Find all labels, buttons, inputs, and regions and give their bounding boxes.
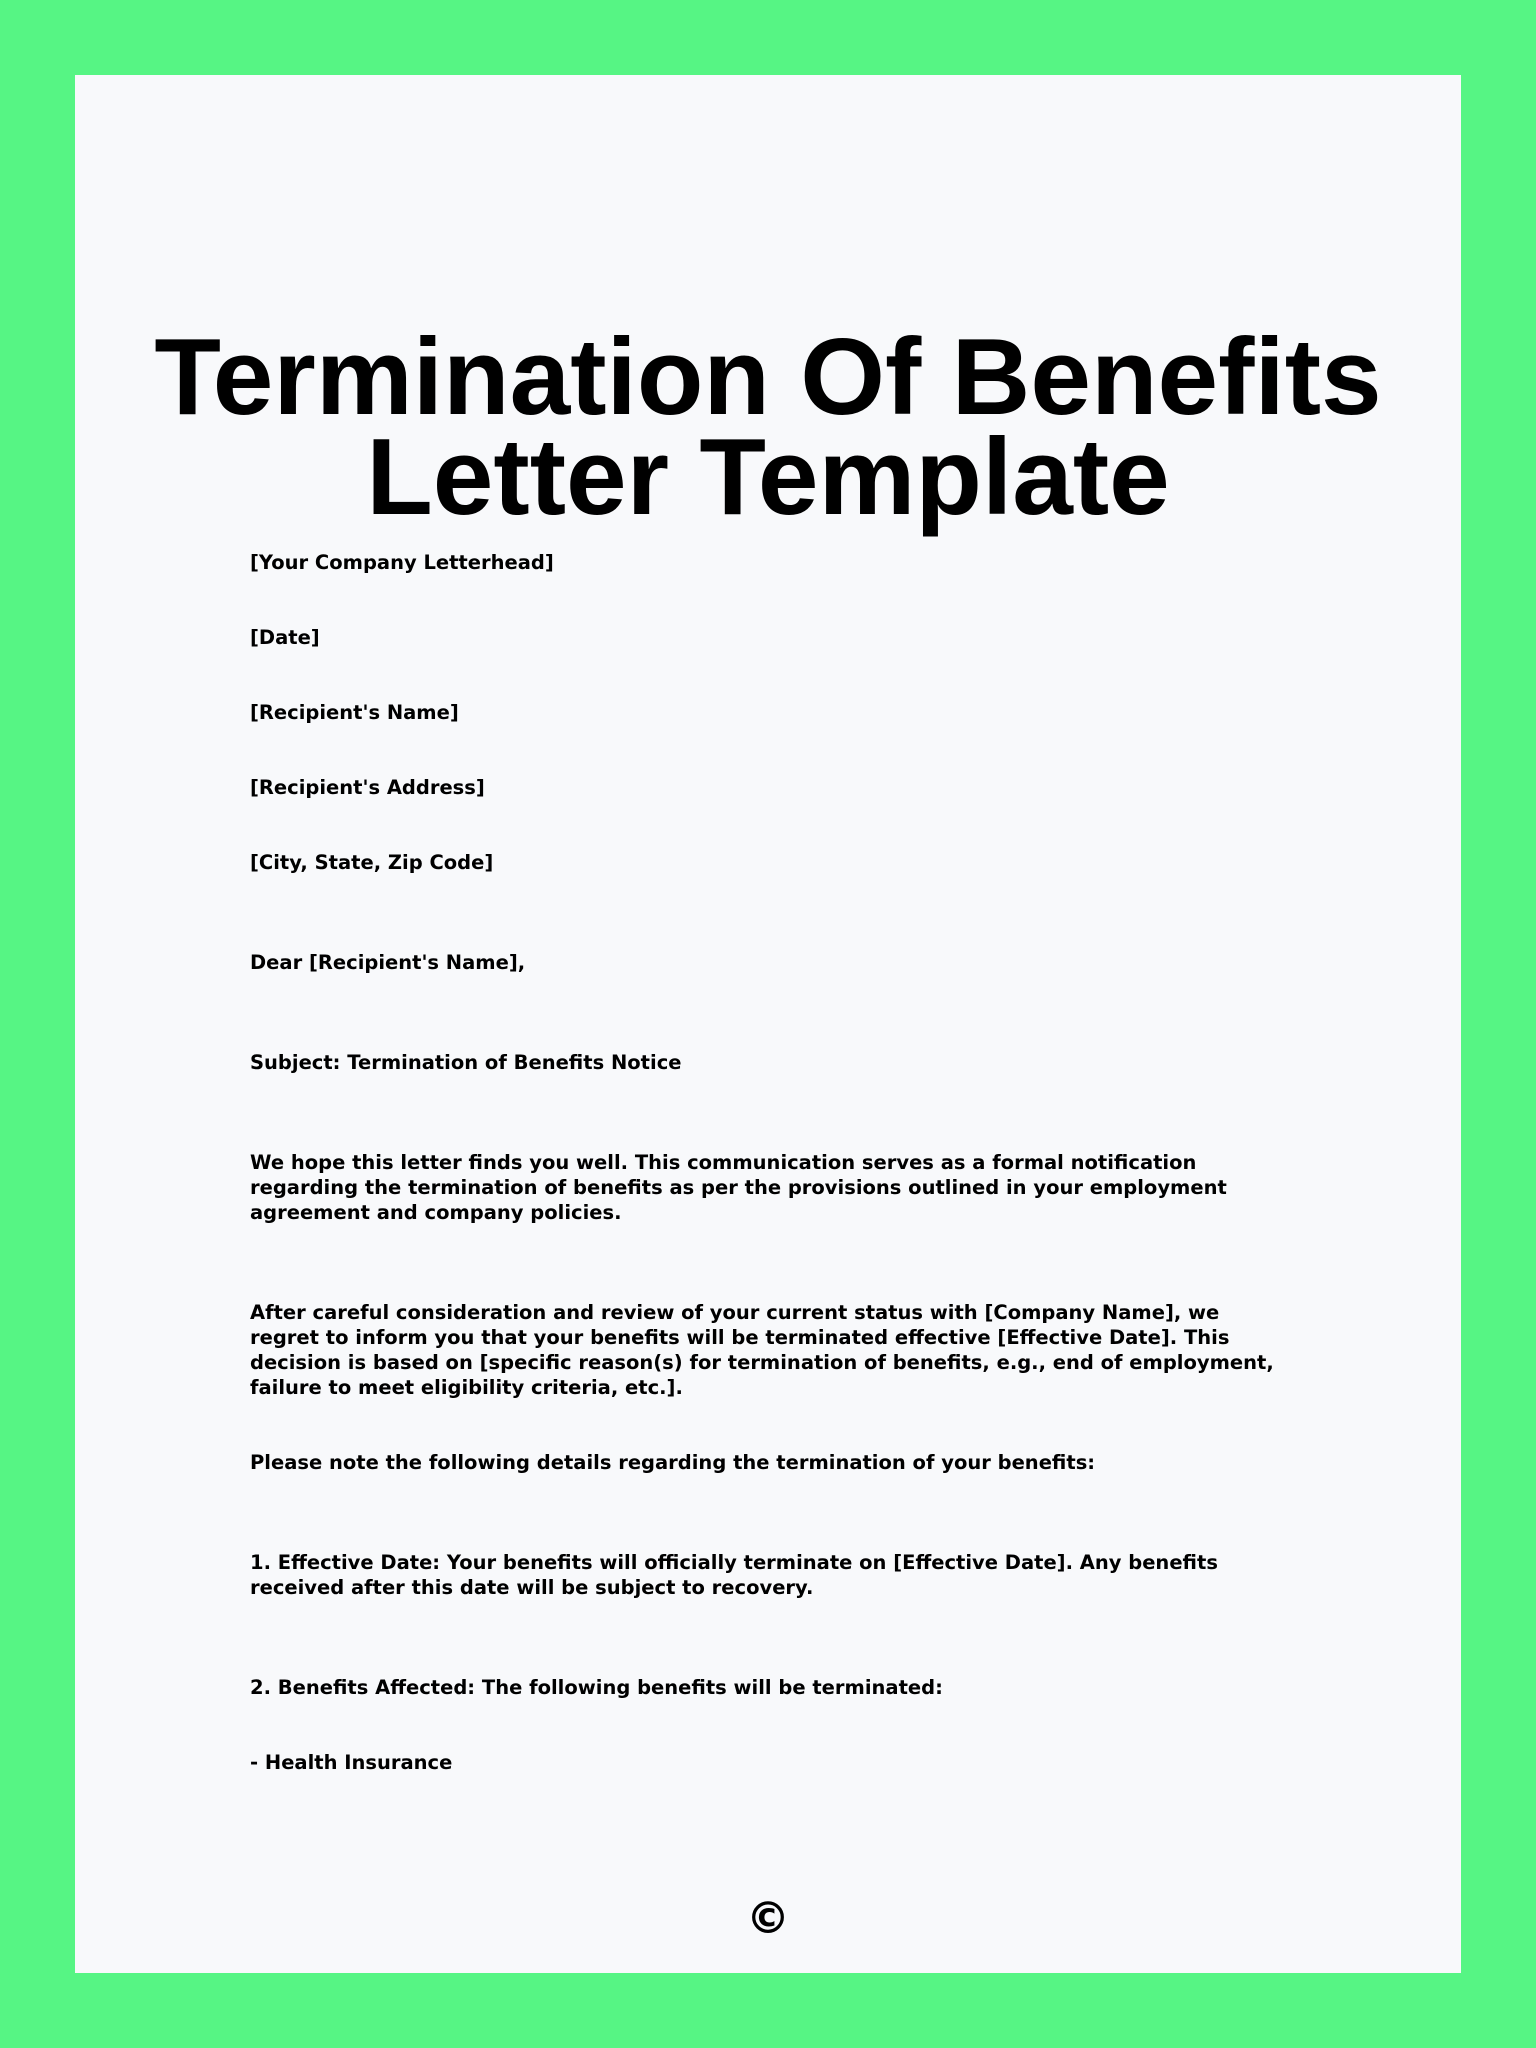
bullet-health-insurance: - Health Insurance <box>250 1751 453 1774</box>
document-page <box>75 75 1461 1973</box>
copyright-icon: © <box>746 1893 790 1944</box>
date-placeholder: [Date] <box>250 626 320 649</box>
title-line-1: Termination Of Benefits <box>154 316 1382 438</box>
list-item-effective-date: 1. Effective Date: Your benefits will officially terminate on [Effective Date]. Any benefits received after this date will be subject to recovery. <box>250 1551 1218 1599</box>
recipient-name-placeholder: [Recipient's Name] <box>250 701 459 724</box>
recipient-address-placeholder: [Recipient's Address] <box>250 776 485 799</box>
paragraph-decision: After careful consideration and review of your current status with [Company Name], we regret to inform you that your benefits will be terminated effective [Effective Date]. This decision is based on [specific reason(s) for termination of benefits, e.g., end of employment, failure to meet eligibility criteria, etc.]. <box>250 1301 1274 1399</box>
paragraph-intro: We hope this letter finds you well. This communication serves as a formal notification regarding the termination of benefits as per the provisions outlined in your employment agreement and company policies. <box>250 1151 1227 1224</box>
paragraph-details-intro: Please note the following details regarding the termination of your benefits: <box>250 1451 1096 1474</box>
letterhead-placeholder: [Your Company Letterhead] <box>250 551 554 574</box>
city-state-zip-placeholder: [City, State, Zip Code] <box>250 851 494 874</box>
salutation: Dear [Recipient's Name], <box>250 951 526 974</box>
subject-line: Subject: Termination of Benefits Notice <box>250 1051 682 1074</box>
title-line-2: Letter Template <box>366 416 1170 538</box>
document-title <box>75 316 1461 538</box>
list-item-benefits-affected: 2. Benefits Affected: The following benefits will be terminated: <box>250 1676 943 1699</box>
